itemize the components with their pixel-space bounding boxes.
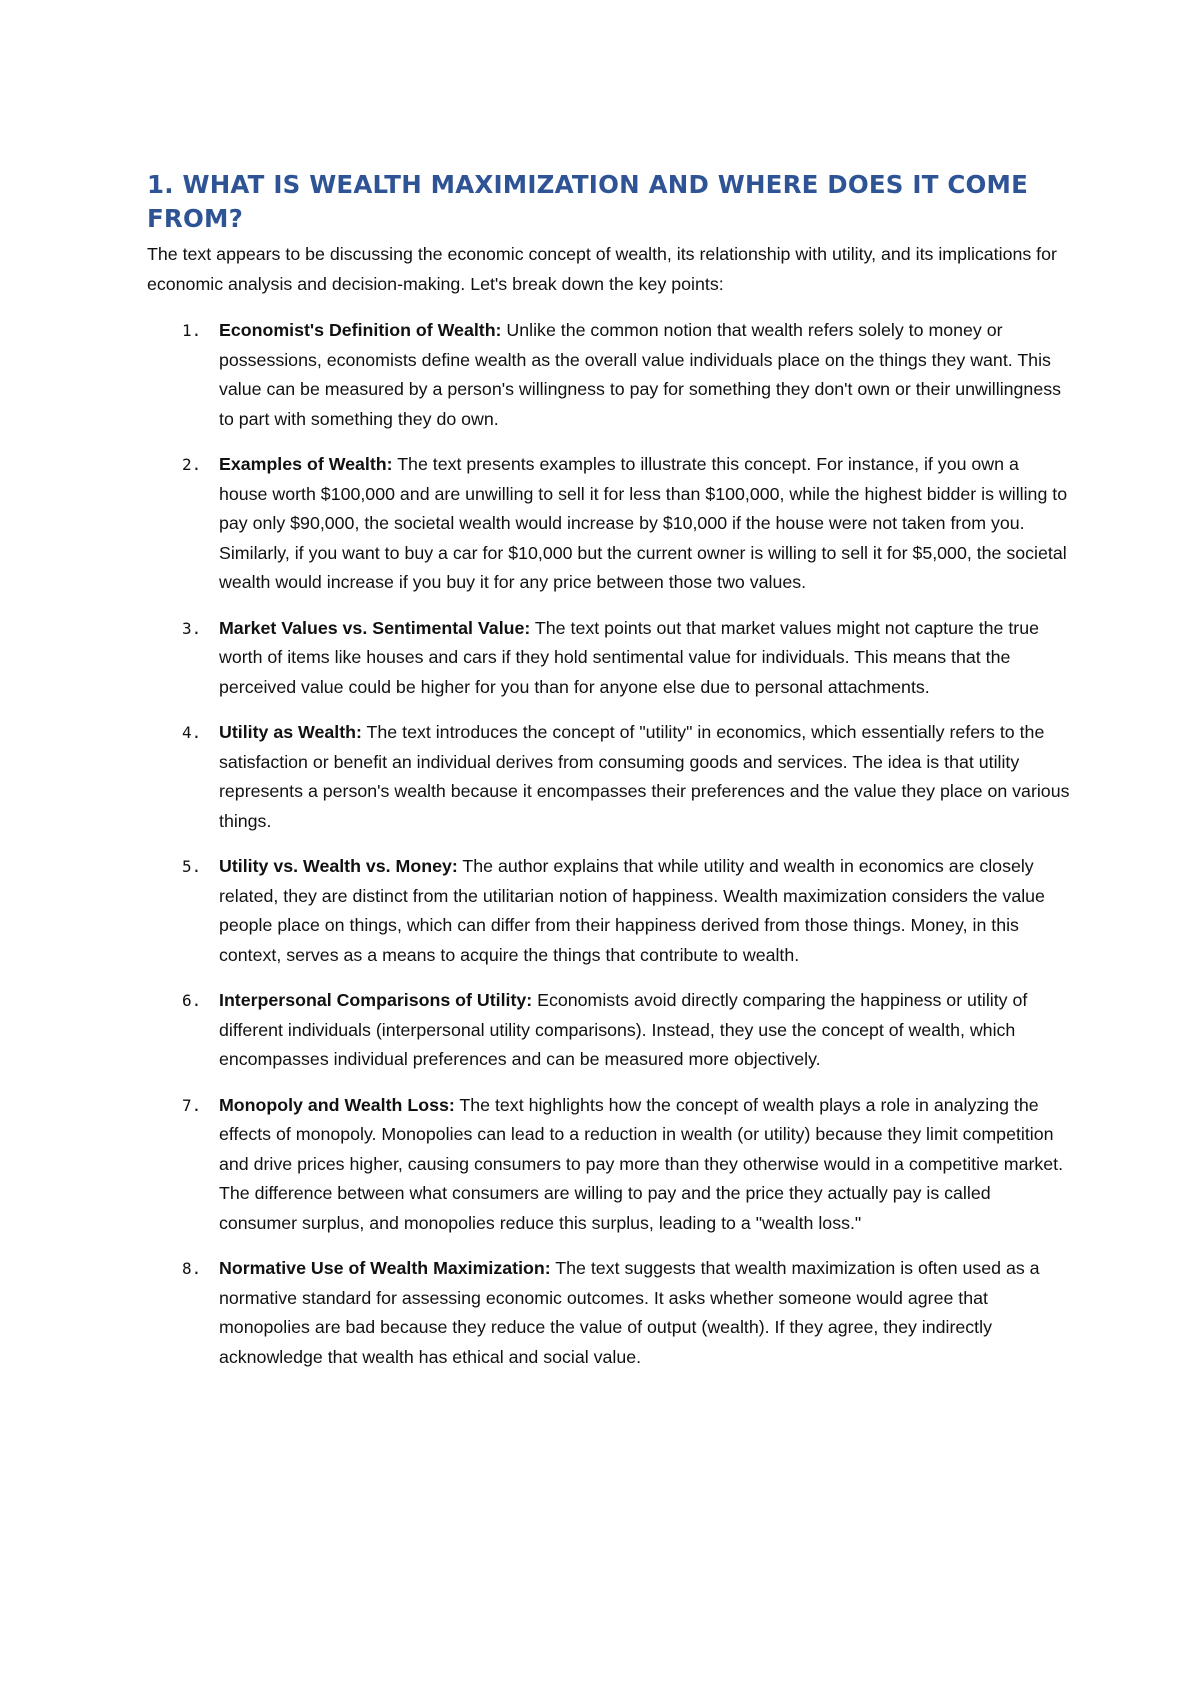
- list-item-title: Monopoly and Wealth Loss:: [219, 1094, 455, 1115]
- list-item: [147, 1254, 1072, 1372]
- list-item: [147, 316, 1072, 434]
- list-item-title: Examples of Wealth:: [219, 454, 393, 474]
- list-item-body: The text points out that market values might not capture the true worth of items like houses and cars if they hold sentimental value for individuals. This means that the perceived value could be higher for you than for anyone else due to personal attachments.: [219, 617, 1040, 697]
- list-item: [147, 1091, 1072, 1239]
- list-item-body: Economists avoid directly comparing the happiness or utility of different individuals (interpersonal utility comparisons). Instead, they use the concept of wealth, which encompasses individual preferences and can be measured more objectively.: [219, 990, 1028, 1069]
- list-item: [147, 450, 1072, 598]
- list-item-body: Unlike the common notion that wealth refers solely to money or possessions, economists define wealth as the overall value individuals place on the things they want. This value can be measured by a person's willingness to pay for something they don't own or their unwillingness to part with something they do own.: [219, 320, 1061, 429]
- list-item-title: Market Values vs. Sentimental Value:: [219, 617, 531, 638]
- list-item: [147, 718, 1072, 836]
- list-item-number: 2.: [182, 455, 202, 474]
- document-content: [147, 168, 1072, 1388]
- list-item: [147, 614, 1072, 703]
- intro-paragraph: The text appears to be discussing the economic concept of wealth, its relationship with utility, and its implications for economic analysis and decision-making. Let's break down the key points:: [147, 244, 1057, 294]
- list-item-number: 4.: [182, 723, 202, 742]
- list-item-body: The author explains that while utility and wealth in economics are closely related, they are distinct from the utilitarian notion of happiness. Wealth maximization considers the value people place on things, which can differ from their happiness derived from those things. Money, in this context, serves as a means to acquire the things that contribute to wealth.: [219, 856, 1045, 965]
- list-item-title: Interpersonal Comparisons of Utility:: [219, 990, 533, 1010]
- list-item: [147, 852, 1072, 970]
- list-item-title: Utility as Wealth:: [219, 722, 362, 742]
- list-item-number: 5.: [182, 857, 202, 876]
- section-heading: 1. WHAT IS WEALTH MAXIMIZATION AND WHERE DOES IT COME FROM?: [147, 170, 1029, 233]
- list-item-body: The text highlights how the concept of wealth plays a role in analyzing the effects of monopoly. Monopolies can lead to a reduction in wealth (or utility) because they limit competition and drive prices higher, causing consumers to pay more than they otherwise would in a competitive market. The difference between what consumers are willing to pay and the price they actually pay is called consumer surplus, and monopolies reduce this surplus, leading to a "wealth loss.": [219, 1094, 1064, 1233]
- list-item-title: Utility vs. Wealth vs. Money:: [219, 856, 458, 876]
- list-item-body: The text presents examples to illustrate this concept. For instance, if you own a house worth $100,000 and are unwilling to sell it for less than $100,000, while the highest bidder is willing to pay only $90,000, the societal wealth would increase by $10,000 if the house were not taken from you. Similarly, if you want to buy a car for $10,000 but the current owner is willing to sell it for $5,000, the societal wealth would increase if you buy it for any price between those two values.: [219, 454, 1068, 592]
- list-item-title: Economist's Definition of Wealth:: [219, 320, 502, 340]
- list-item: [147, 986, 1072, 1075]
- list-item-number: 1.: [182, 321, 202, 340]
- list-item-number: 8.: [182, 1259, 202, 1278]
- list-item-number: 3.: [182, 618, 202, 638]
- list-item-title: Normative Use of Wealth Maximization:: [219, 1258, 551, 1278]
- list-item-number: 6.: [182, 991, 202, 1010]
- list-item-number: 7.: [182, 1095, 202, 1115]
- list-item-body: The text introduces the concept of "utility" in economics, which essentially refers to the satisfaction or benefit an individual derives from consuming goods and services. The idea is that utility represents a person's wealth because it encompasses their preferences and the value they place on various things.: [219, 722, 1070, 831]
- key-points-list: [147, 316, 1072, 1372]
- list-item-body: The text suggests that wealth maximization is often used as a normative standard for assessing economic outcomes. It asks whether someone would agree that monopolies are bad because they reduce the value of output (wealth). If they agree, they indirectly acknowledge that wealth has ethical and social value.: [219, 1258, 1040, 1367]
